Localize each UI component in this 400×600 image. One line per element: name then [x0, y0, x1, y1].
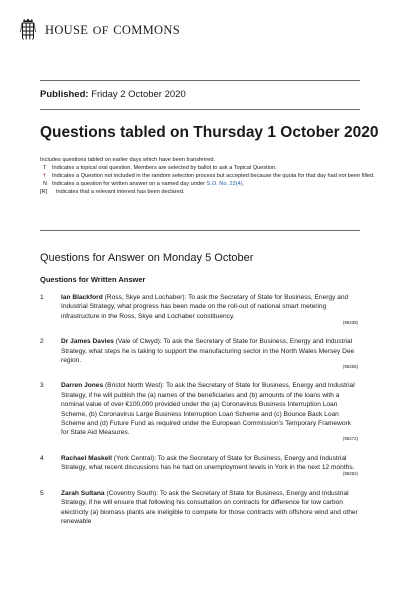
- legend-text-after: .: [242, 181, 245, 187]
- org-name-of: OF: [92, 23, 109, 37]
- constituency: (Ross, Skye and Lochaber):: [102, 294, 189, 301]
- constituency: (Vale of Clwyd):: [113, 338, 164, 346]
- page-header: [20, 18, 180, 40]
- published-divider: [40, 109, 360, 110]
- org-name: [45, 19, 180, 39]
- member-name: Zarah Sultana: [61, 489, 105, 497]
- question-text: To ask the Secretary of State for Business, Energy and Industrial Strategy, what recent discussions has he had on unemployment levels in York in the next 12 months.: [61, 454, 355, 472]
- question-text: To ask the Secretary of State for Business, Energy and Industrial Strategy, what progress has been made on the roll-out of national smart metering infrastructure in the Ross, Skye and Lochaber constituency.: [61, 294, 349, 320]
- portcullis-icon: [20, 18, 36, 40]
- legend-text: [52, 180, 375, 188]
- intro-text: Includes questions tabled on earlier days which have been transferred.: [40, 157, 216, 163]
- member-name: Dr James Davies: [61, 338, 114, 346]
- published-label: Published:: [40, 89, 89, 100]
- constituency: (Coventry South):: [104, 489, 160, 497]
- question-body: [61, 454, 358, 473]
- question-item: [40, 337, 358, 370]
- question-ref: (98252): [342, 471, 358, 477]
- question-item: [40, 293, 358, 325]
- question-item: [40, 454, 358, 477]
- member-name: Ian Blackford: [61, 294, 103, 301]
- page-title: Questions tabled on Thursday 1 October 2020: [40, 124, 379, 141]
- question-number: 4: [40, 454, 44, 462]
- section-divider: [40, 230, 360, 231]
- question-number: 2: [40, 338, 44, 346]
- legend-text: Indicates a topical oral question. Members are selected by ballot to ask a Topical Question.: [52, 165, 277, 171]
- question-text: To ask the Secretary of State for Business, Energy and Industrial Strategy, if he will ensure that following his consultation on contracts for difference for low carbon electricity (a) biomass plants are ineligible to compete for those contracts with offshore wind and other renewable: [61, 489, 358, 525]
- top-divider: [40, 80, 360, 81]
- org-name-commons: COMMONS: [113, 23, 180, 37]
- question-number: 5: [40, 489, 44, 497]
- legend-symbol-topical: T: [43, 165, 47, 171]
- legend-item: [40, 172, 375, 180]
- question-item: [40, 381, 358, 442]
- legend-text-before: Indicates a question for written answer on a named day under: [52, 181, 207, 187]
- question-body: [61, 337, 358, 365]
- legend-symbol-relevant-interest: [R]: [40, 189, 48, 195]
- question-ref: (98238): [342, 319, 358, 325]
- member-name: Rachael Maskell: [61, 454, 112, 462]
- question-number: 3: [40, 382, 44, 390]
- question-body: [61, 489, 358, 527]
- question-text: To ask the Secretary of State for Business, Energy and Industrial Strategy, what steps he is taking to support the manufacturing sector in the North Wales Mersey Dee region.: [61, 338, 355, 365]
- section-heading: Questions for Answer on Monday 5 October: [40, 252, 254, 264]
- published-date: Friday 2 October 2020: [91, 89, 186, 100]
- question-item: [40, 489, 358, 527]
- question-text: To ask the Secretary of State for Business, Energy and Industrial Strategy, if he will publish the (a) names of the beneficiaries and (b) amounts of the loans with a nominal value of over €100,000 provided under the (a) Coronavirus Business Interruption Loan Scheme, (b) Coronavirus Large Business Interruption Loan Scheme and (c) Bounce Back Loan Scheme and (d) Future Fund as required under the European Commission’s Temporary Framework for State Aid Measures.: [61, 382, 355, 437]
- question-body: [61, 381, 358, 437]
- legend-symbol-named-day: N: [43, 181, 48, 187]
- question-ref: (98272): [342, 436, 358, 442]
- legend-text: Indicates that a relevant interest has been declared.: [56, 189, 185, 195]
- constituency: (York Central):: [111, 454, 158, 462]
- subheading: Questions for Written Answer: [40, 275, 146, 284]
- member-name: Darren Jones: [61, 382, 104, 390]
- published-line: [40, 89, 186, 100]
- standing-order-link[interactable]: S.O. No. 22(4): [206, 181, 243, 187]
- question-body: [61, 293, 358, 321]
- org-name-house: HOUSE: [45, 23, 89, 37]
- legend-item: [40, 164, 375, 172]
- question-ref: (98255): [342, 364, 358, 370]
- symbol-legend: [40, 164, 375, 196]
- constituency: (Bristol North West):: [103, 382, 166, 390]
- question-list: [40, 293, 358, 542]
- legend-item: [40, 180, 375, 188]
- legend-item: [40, 188, 375, 196]
- question-number: 1: [40, 294, 44, 301]
- legend-text: Indicates a Question not included in the random selection process but accepted because the quota for that day had not been filled.: [52, 173, 375, 179]
- legend-symbol-dagger: †: [43, 173, 47, 179]
